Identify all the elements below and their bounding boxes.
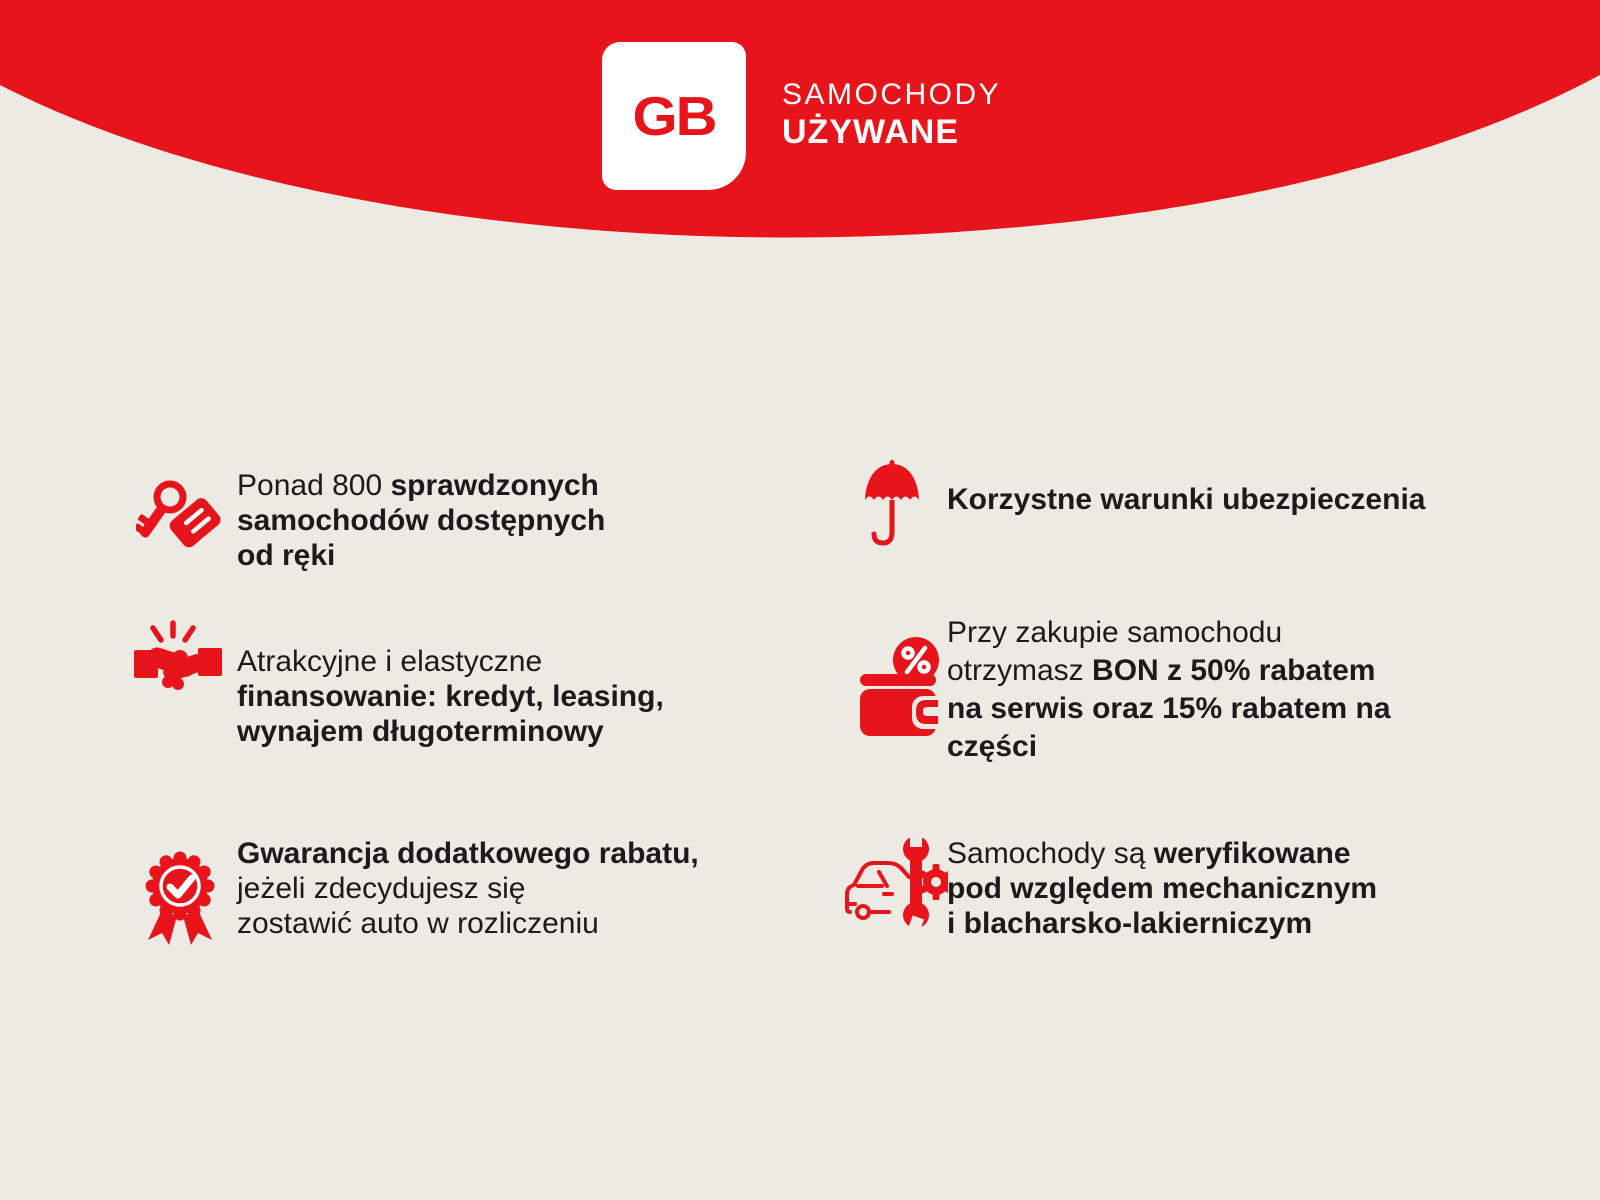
feature-line: wynajem długoterminowy <box>237 715 604 748</box>
feature-line: finansowanie: kredyt, leasing, <box>237 680 664 713</box>
award-badge-icon <box>140 850 220 948</box>
feature-line: Ponad 800 sprawdzonych <box>237 469 599 502</box>
feature-line: na serwis oraz 15% rabatem na <box>947 692 1391 725</box>
feature-line: samochodów dostępnych <box>237 504 606 537</box>
feature-line: Samochody są weryfikowane <box>947 837 1351 870</box>
feature-line: Korzystne warunki ubezpieczenia <box>947 483 1426 516</box>
feature-line: Gwarancja dodatkowego rabatu, <box>237 837 699 870</box>
feature-line: pod względem mechanicznym <box>947 872 1378 905</box>
feature-service-bon <box>947 614 1391 766</box>
key-tag-icon <box>136 476 228 558</box>
feature-line: jeżeli zdecydujesz się <box>237 872 526 905</box>
feature-line: zostawić auto w rozliczeniu <box>237 907 599 940</box>
gb-logo <box>602 42 746 190</box>
feature-availability <box>237 468 605 573</box>
brand-name <box>782 80 1001 149</box>
feature-insurance <box>947 482 1425 517</box>
feature-line: części <box>947 730 1038 763</box>
feature-line: otrzymasz BON z 50% rabatem <box>947 654 1376 687</box>
feature-financing <box>237 644 664 749</box>
car-service-icon <box>844 834 948 930</box>
wallet-percent-icon <box>858 636 946 738</box>
feature-line: Atrakcyjne i elastyczne <box>237 645 543 678</box>
feature-discount-guarantee <box>237 836 699 941</box>
brand-line-2: UŻYWANE <box>782 113 959 151</box>
handshake-icon <box>134 620 222 700</box>
feature-line: i blacharsko-lakierniczym <box>947 907 1313 940</box>
feature-line: Przy zakupie samochodu <box>947 616 1283 649</box>
header-curve <box>0 0 1600 310</box>
umbrella-icon <box>862 460 922 548</box>
feature-line: od ręki <box>237 539 336 572</box>
gb-logo-text: GB <box>632 85 716 147</box>
feature-verification <box>947 836 1377 941</box>
brand-line-1: SAMOCHODY <box>782 78 1002 111</box>
